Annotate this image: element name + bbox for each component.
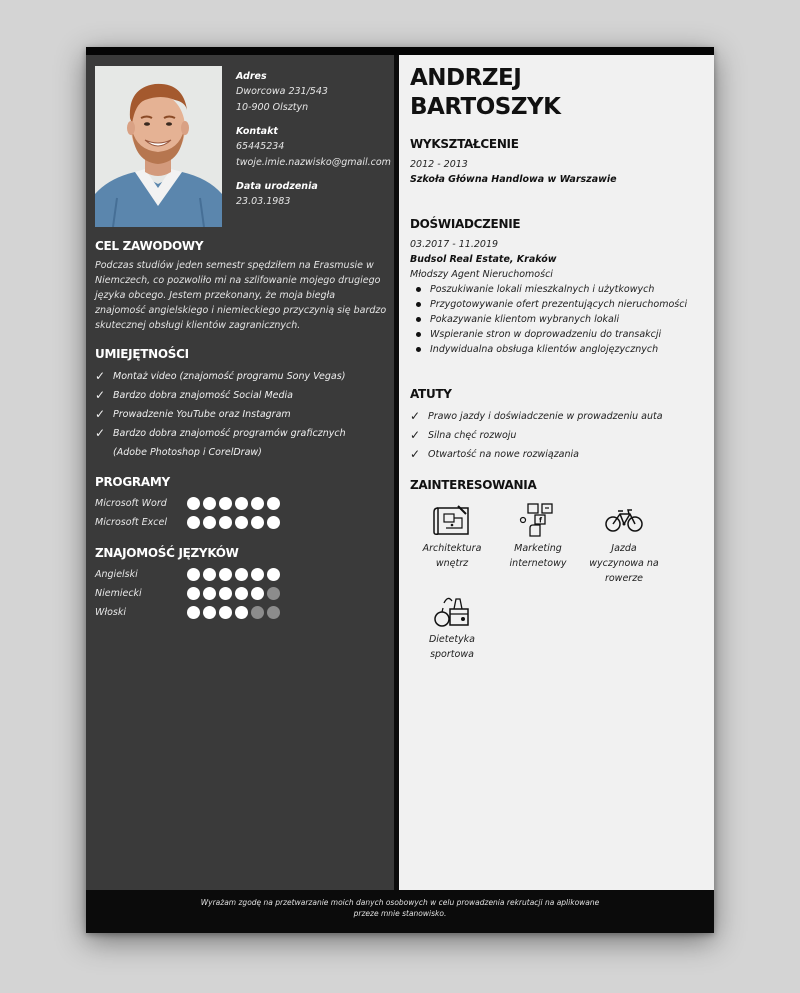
interests-section	[410, 478, 705, 682]
duty-item: Wspieranie stron w doprowadzeniu do transakcji	[410, 327, 705, 342]
duty-item: Poszukiwanie lokali mieszkalnych i użytkowych	[410, 282, 705, 297]
programs-list	[95, 494, 387, 532]
duties-list	[410, 282, 705, 357]
rating-dot-filled	[235, 516, 248, 529]
rating-dots	[187, 516, 280, 529]
language-name: Angielski	[95, 569, 138, 580]
education-section	[410, 137, 705, 187]
profile-photo	[95, 66, 222, 227]
rating-dot-filled	[187, 606, 200, 619]
rating-dot-filled	[267, 516, 280, 529]
rating-dot-filled	[251, 516, 264, 529]
programs-section	[95, 475, 387, 532]
phone-number: 65445234	[236, 141, 285, 152]
right-column	[399, 55, 714, 890]
skills-section	[95, 347, 387, 462]
skills-list	[95, 367, 387, 462]
rating-dots	[187, 497, 280, 510]
rating-dots	[187, 587, 280, 600]
first-name: ANDRZEJ	[410, 65, 522, 91]
education-dates: 2012 - 2013	[410, 159, 468, 170]
skill-item: ✓ Bardzo dobra znajomość programów graficznych	[95, 424, 387, 443]
consent-text: Wyrażam zgodę na przetwarzanie moich danych osobowych w celu prowadzenia rekrutacji na aplikowane przeze mnie stanowisko.	[200, 898, 600, 918]
rating-dot-filled	[203, 568, 216, 581]
rating-dot-filled	[219, 587, 232, 600]
strength-item: ✓ Prawo jazdy i doświadczenie w prowadzeniu auta	[410, 407, 705, 426]
rating-dot-filled	[219, 516, 232, 529]
blueprint-icon	[432, 502, 472, 538]
program-rating-row	[95, 494, 387, 513]
interest-item	[588, 502, 660, 586]
rating-dot-filled	[235, 497, 248, 510]
address-line2: 10-900 Olsztyn	[236, 102, 309, 113]
interest-item	[416, 593, 488, 662]
candidate-name	[410, 64, 560, 122]
nutrition-icon	[432, 593, 472, 629]
contact-block	[236, 70, 396, 219]
rating-dot-filled	[267, 497, 280, 510]
left-column	[86, 55, 394, 890]
check-icon: ✓	[95, 388, 106, 402]
language-name: Włoski	[95, 607, 127, 618]
check-icon: ✓	[95, 369, 106, 383]
experience-section	[410, 217, 705, 357]
svg-text:f: f	[539, 516, 543, 525]
rating-dot-filled	[203, 497, 216, 510]
check-icon: ✓	[410, 409, 421, 423]
language-rating-row	[95, 603, 387, 622]
interest-item	[416, 502, 488, 571]
program-rating-row	[95, 513, 387, 532]
rating-dot-filled	[219, 497, 232, 510]
company-name: Budsol Real Estate, Kraków	[410, 254, 557, 265]
strength-item: ✓ Silna chęć rozwoju	[410, 426, 705, 445]
duty-item: Przygotowywanie ofert prezentujących nieruchomości	[410, 297, 705, 312]
rating-dot-filled	[187, 568, 200, 581]
rating-dot-empty	[251, 606, 264, 619]
top-strip	[86, 47, 714, 55]
rating-dot-filled	[203, 587, 216, 600]
languages-title: ZNAJOMOŚĆ JĘZYKÓW	[95, 546, 239, 560]
last-name: BARTOSZYK	[410, 94, 561, 120]
interest-label: Marketing internetowy	[509, 543, 567, 569]
rating-dot-filled	[187, 587, 200, 600]
resume-page	[86, 47, 714, 933]
interest-label: Architektura wnętrz	[422, 543, 482, 569]
rating-dots	[187, 568, 280, 581]
check-icon: ✓	[410, 447, 421, 461]
contact-label: Kontakt	[236, 126, 278, 137]
email-address: twoje.imie.nazwisko@gmail.com	[236, 157, 391, 168]
programs-title: PROGRAMY	[95, 475, 170, 489]
experience-dates: 03.2017 - 11.2019	[410, 239, 499, 250]
interest-label: Dietetyka sportowa	[428, 634, 476, 660]
career-goal-section	[95, 239, 387, 333]
job-position: Młodszy Agent Nieruchomości	[410, 269, 553, 280]
rating-dot-filled	[235, 587, 248, 600]
language-rating-row	[95, 565, 387, 584]
strengths-section	[410, 387, 705, 464]
duty-item: Indywidualna obsługa klientów anglojęzycznych	[410, 342, 705, 357]
education-title: WYKSZTAŁCENIE	[410, 137, 519, 151]
portrait-image	[95, 66, 222, 227]
social-media-icon	[518, 502, 558, 538]
rating-dot-filled	[203, 606, 216, 619]
duty-item: Pokazywanie klientom wybranych lokali	[410, 312, 705, 327]
bicycle-icon	[604, 502, 644, 538]
check-icon: ✓	[95, 407, 106, 421]
interests-grid	[410, 502, 705, 682]
program-name: Microsoft Excel	[95, 517, 167, 528]
interest-item	[502, 502, 574, 571]
strengths-title: ATUTY	[410, 387, 452, 401]
interests-title: ZAINTERESOWANIA	[410, 478, 537, 492]
rating-dots	[187, 606, 280, 619]
language-rating-row	[95, 584, 387, 603]
career-goal-text: Podczas studiów jeden semestr spędziłem na Erasmusie w Niemczech, co pozwoliło mi na szlifowanie mojego drugiego języka obcego. Jestem przekonany, że moja biegła znajomość angielskiego i niemieckiego przyczynią się bardzo skutecznej obsługi klientów zagranicznych.	[95, 260, 387, 331]
check-icon: ✓	[410, 428, 421, 442]
rating-dot-filled	[235, 606, 248, 619]
language-name: Niemiecki	[95, 588, 142, 599]
rating-dot-filled	[251, 587, 264, 600]
rating-dot-empty	[267, 606, 280, 619]
address-line1: Dworcowa 231/543	[236, 86, 328, 97]
rating-dot-filled	[267, 568, 280, 581]
languages-list	[95, 565, 387, 622]
birth-date: 23.03.1983	[236, 196, 291, 207]
rating-dot-filled	[187, 497, 200, 510]
skills-title: UMIEJĘTNOŚCI	[95, 347, 189, 361]
rating-dot-filled	[251, 497, 264, 510]
experience-title: DOŚWIADCZENIE	[410, 217, 521, 231]
skill-item: ✓ Montaż video (znajomość programu Sony Vegas)	[95, 367, 387, 386]
program-name: Microsoft Word	[95, 498, 167, 509]
rating-dot-filled	[251, 568, 264, 581]
consent-footer	[86, 890, 714, 933]
career-goal-title: CEL ZAWODOWY	[95, 239, 204, 253]
check-icon: ✓	[95, 426, 106, 440]
skill-item: ✓ Prowadzenie YouTube oraz Instagram	[95, 405, 387, 424]
rating-dot-filled	[219, 606, 232, 619]
birth-date-label: Data urodzenia	[236, 181, 318, 192]
rating-dot-filled	[187, 516, 200, 529]
interest-label: Jazda wyczynowa na rowerze	[589, 543, 659, 584]
skill-item: ✓ Bardzo dobra znajomość Social Media	[95, 386, 387, 405]
rating-dot-filled	[219, 568, 232, 581]
school-name: Szkoła Główna Handlowa w Warszawie	[410, 174, 617, 185]
strength-item: ✓ Otwartość na nowe rozwiązania	[410, 445, 705, 464]
rating-dot-filled	[203, 516, 216, 529]
languages-section	[95, 546, 387, 622]
strengths-list	[410, 407, 705, 464]
rating-dot-filled	[235, 568, 248, 581]
skill-item-continuation: (Adobe Photoshop i CorelDraw)	[113, 447, 262, 458]
rating-dot-empty	[267, 587, 280, 600]
address-label: Adres	[236, 71, 267, 82]
